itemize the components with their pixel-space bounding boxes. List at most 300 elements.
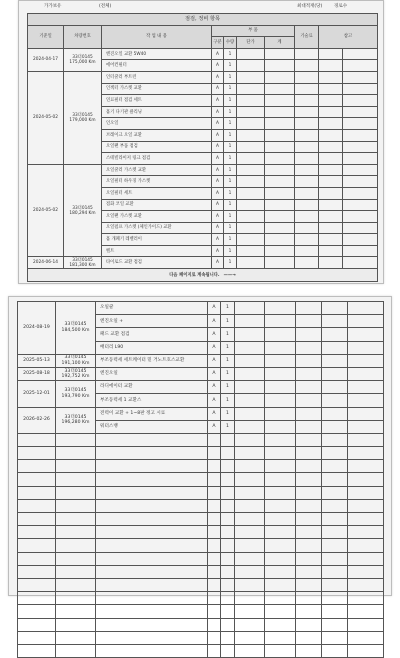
blank-cell xyxy=(221,539,235,552)
labor-cell xyxy=(296,341,322,354)
blank-cell xyxy=(265,644,296,657)
note-cell xyxy=(322,341,348,354)
header-label-right: 최대적재(당) xyxy=(297,4,323,9)
service-date: 2024-05-02 xyxy=(28,71,64,164)
blank-cell xyxy=(96,618,208,631)
unit-price-cell xyxy=(235,420,265,433)
vehicle-plate: 33더0145 xyxy=(72,257,93,263)
col-total: 계 xyxy=(265,37,295,49)
unit-price-cell xyxy=(237,164,265,176)
labor-cell xyxy=(295,234,319,246)
part-type: A xyxy=(212,153,224,165)
blank-cell xyxy=(265,499,296,512)
blank-row xyxy=(18,618,384,631)
labor-cell xyxy=(295,95,319,107)
blank-cell xyxy=(221,578,235,591)
work-item: 벨트 xyxy=(102,245,212,257)
unit-price-cell xyxy=(237,48,265,60)
blank-cell xyxy=(221,499,235,512)
maintenance-table-page-2 xyxy=(17,301,384,658)
blank-cell xyxy=(296,644,322,657)
blank-row xyxy=(18,552,384,565)
labor-cell xyxy=(296,420,322,433)
part-type: A xyxy=(212,234,224,246)
odometer-km: 184,500 Km xyxy=(61,327,90,333)
unit-price-cell xyxy=(235,302,265,315)
part-qty: 1 xyxy=(224,245,237,257)
unit-price-cell xyxy=(237,234,265,246)
vehicle-mileage xyxy=(64,48,102,71)
blank-cell xyxy=(235,618,265,631)
service-date: 2024-08-19 xyxy=(18,302,56,355)
part-type: A xyxy=(212,187,224,199)
blank-cell xyxy=(221,592,235,605)
total-cell xyxy=(265,95,295,107)
note-cell-2 xyxy=(343,164,378,176)
blank-cell xyxy=(96,433,208,446)
blank-cell xyxy=(96,631,208,644)
blank-cell xyxy=(96,605,208,618)
blank-cell xyxy=(296,578,322,591)
labor-cell xyxy=(295,211,319,223)
vehicle-plate: 33더0145 xyxy=(72,112,93,118)
part-type: A xyxy=(212,83,224,95)
part-qty: 1 xyxy=(221,328,235,341)
note-cell xyxy=(319,106,343,118)
part-qty: 1 xyxy=(221,407,235,420)
note-cell xyxy=(319,187,343,199)
blank-cell xyxy=(265,433,296,446)
total-cell xyxy=(265,407,296,420)
total-cell xyxy=(265,328,296,341)
blank-cell xyxy=(348,605,384,618)
blank-row xyxy=(18,592,384,605)
blank-cell xyxy=(96,565,208,578)
note-cell xyxy=(322,381,348,394)
blank-row xyxy=(18,605,384,618)
continue-text: 다음 페이지로 계속됩니다. xyxy=(169,272,220,278)
labor-cell xyxy=(295,106,319,118)
blank-cell xyxy=(235,552,265,565)
part-qty: 1 xyxy=(221,354,235,367)
blank-cell xyxy=(265,526,296,539)
note-cell-2 xyxy=(343,257,378,269)
note-cell-2 xyxy=(343,176,378,188)
blank-cell xyxy=(322,552,348,565)
blank-cell xyxy=(322,565,348,578)
blank-cell xyxy=(18,539,56,552)
service-date: 2025-08-18 xyxy=(18,367,56,380)
blank-cell xyxy=(322,592,348,605)
unit-price-cell xyxy=(237,176,265,188)
odometer-km: 175,000 Km xyxy=(69,59,96,65)
blank-cell xyxy=(18,578,56,591)
blank-cell xyxy=(348,539,384,552)
note-cell xyxy=(319,245,343,257)
blank-cell xyxy=(235,499,265,512)
blank-cell xyxy=(208,433,221,446)
unit-price-cell xyxy=(237,245,265,257)
part-type: A xyxy=(212,211,224,223)
labor-cell xyxy=(295,153,319,165)
unit-price-cell xyxy=(235,394,265,407)
blank-cell xyxy=(322,460,348,473)
total-cell xyxy=(265,315,296,328)
blank-cell xyxy=(18,565,56,578)
blank-cell xyxy=(18,552,56,565)
part-qty: 1 xyxy=(224,83,237,95)
vehicle-mileage xyxy=(64,71,102,164)
work-item: 흡 개폐기 레벨러이 xyxy=(102,234,212,246)
blank-cell xyxy=(235,526,265,539)
service-date: 2024-04-17 xyxy=(28,48,64,71)
blank-cell xyxy=(322,513,348,526)
blank-cell xyxy=(221,631,235,644)
labor-cell xyxy=(295,71,319,83)
labor-cell xyxy=(295,129,319,141)
blank-cell xyxy=(96,473,208,486)
report-page-2 xyxy=(8,296,392,596)
unit-price-cell xyxy=(235,407,265,420)
unit-price-cell xyxy=(237,141,265,153)
part-type: A xyxy=(212,95,224,107)
vehicle-plate: 33더0145 xyxy=(64,414,87,420)
blank-cell xyxy=(348,644,384,657)
part-qty: 1 xyxy=(224,234,237,246)
blank-cell xyxy=(235,447,265,460)
note-cell xyxy=(322,354,348,367)
blank-cell xyxy=(96,539,208,552)
unit-price-cell xyxy=(235,341,265,354)
work-item: 오일쿨 xyxy=(96,302,208,315)
blank-cell xyxy=(221,618,235,631)
blank-cell xyxy=(296,473,322,486)
blank-cell xyxy=(348,460,384,473)
header-label-left: 가가보유 xyxy=(44,4,62,9)
blank-cell xyxy=(221,473,235,486)
odometer-km: 196,280 Km xyxy=(61,420,90,426)
note-cell xyxy=(319,60,343,72)
unit-price-cell xyxy=(237,222,265,234)
work-item: 엔진오일 xyxy=(96,367,208,380)
note-cell xyxy=(322,302,348,315)
total-cell xyxy=(265,302,296,315)
note-cell-2 xyxy=(348,302,384,315)
note-cell xyxy=(319,153,343,165)
continue-arrow: ——→ xyxy=(223,272,236,278)
blank-row xyxy=(18,447,384,460)
vehicle-mileage xyxy=(56,354,96,367)
blank-cell xyxy=(296,460,322,473)
work-item: 연료필터 점검 세트 xyxy=(102,95,212,107)
part-type: A xyxy=(208,407,221,420)
blank-cell xyxy=(221,565,235,578)
blank-cell xyxy=(265,486,296,499)
unit-price-cell xyxy=(235,381,265,394)
labor-cell xyxy=(296,328,322,341)
blank-cell xyxy=(221,526,235,539)
blank-cell xyxy=(322,433,348,446)
blank-cell xyxy=(221,460,235,473)
note-cell xyxy=(319,234,343,246)
unit-price-cell xyxy=(237,60,265,72)
unit-price-cell xyxy=(235,367,265,380)
total-cell xyxy=(265,381,296,394)
part-type: A xyxy=(208,394,221,407)
note-cell-2 xyxy=(348,328,384,341)
part-qty: 1 xyxy=(224,187,237,199)
work-item: 전력이 교환 + 1~8판 정고 시료 xyxy=(96,407,208,420)
blank-cell xyxy=(265,578,296,591)
part-type: A xyxy=(212,129,224,141)
table-row xyxy=(18,302,384,315)
part-type: A xyxy=(208,381,221,394)
blank-cell xyxy=(221,644,235,657)
blank-cell xyxy=(265,447,296,460)
vehicle-plate: 33더0145 xyxy=(64,355,87,361)
blank-cell xyxy=(235,486,265,499)
blank-cell xyxy=(322,473,348,486)
vehicle-plate: 33더0145 xyxy=(72,205,93,211)
total-cell xyxy=(265,367,296,380)
service-date: 2024-06-14 xyxy=(28,257,64,269)
col-labor: 기술료 xyxy=(295,25,319,48)
col-qty: 수량 xyxy=(224,37,237,49)
unit-price-cell xyxy=(237,83,265,95)
blank-cell xyxy=(348,631,384,644)
total-cell xyxy=(265,341,296,354)
unit-price-cell xyxy=(237,129,265,141)
col-parts: 부 품 xyxy=(212,25,295,37)
note-cell-2 xyxy=(348,367,384,380)
unit-price-cell xyxy=(235,354,265,367)
part-type: A xyxy=(212,48,224,60)
vehicle-mileage xyxy=(64,164,102,257)
part-type: A xyxy=(212,245,224,257)
blank-row xyxy=(18,578,384,591)
blank-cell xyxy=(56,605,96,618)
odometer-km: 193,790 Km xyxy=(61,393,90,399)
total-cell xyxy=(265,106,295,118)
col-mileage: 차량번호 xyxy=(64,25,102,48)
blank-cell xyxy=(265,631,296,644)
continue-notice xyxy=(28,269,378,282)
blank-cell xyxy=(96,578,208,591)
blank-cell xyxy=(322,539,348,552)
blank-cell xyxy=(56,539,96,552)
blank-cell xyxy=(322,605,348,618)
blank-row xyxy=(18,499,384,512)
unit-price-cell xyxy=(235,328,265,341)
blank-cell xyxy=(18,433,56,446)
unit-price-cell xyxy=(237,257,265,269)
total-cell xyxy=(265,211,295,223)
blank-cell xyxy=(348,473,384,486)
odometer-km: 191,100 Km xyxy=(61,360,90,366)
unit-price-cell xyxy=(237,153,265,165)
total-cell xyxy=(265,199,295,211)
labor-cell xyxy=(295,245,319,257)
labor-cell xyxy=(296,315,322,328)
blank-cell xyxy=(56,433,96,446)
col-note: 참고 xyxy=(319,25,378,48)
blank-cell xyxy=(56,618,96,631)
work-item: 배터리 L90 xyxy=(96,341,208,354)
header-value-left: (전체) xyxy=(99,4,112,9)
blank-cell xyxy=(296,605,322,618)
work-item: 인터쿨러 부트런 xyxy=(102,71,212,83)
vehicle-mileage xyxy=(64,257,102,269)
blank-cell xyxy=(208,539,221,552)
labor-cell xyxy=(296,367,322,380)
col-date: 기준일 xyxy=(28,25,64,48)
blank-cell xyxy=(235,592,265,605)
note-cell-2 xyxy=(348,420,384,433)
note-cell xyxy=(319,222,343,234)
unit-price-cell xyxy=(237,106,265,118)
total-cell xyxy=(265,245,295,257)
part-qty: 1 xyxy=(224,222,237,234)
note-cell-2 xyxy=(343,245,378,257)
blank-cell xyxy=(235,473,265,486)
blank-cell xyxy=(296,618,322,631)
blank-cell xyxy=(208,447,221,460)
vehicle-plate: 33더0145 xyxy=(64,322,87,328)
blank-cell xyxy=(221,486,235,499)
total-cell xyxy=(265,129,295,141)
labor-cell xyxy=(296,381,322,394)
work-item: 부조동력세 1 교환스 xyxy=(96,394,208,407)
vehicle-plate: 33더0145 xyxy=(64,388,87,394)
work-item: 스테빌라이저 링크 점검 xyxy=(102,153,212,165)
blank-row xyxy=(18,513,384,526)
blank-cell xyxy=(56,499,96,512)
part-qty: 1 xyxy=(221,315,235,328)
continue-row xyxy=(28,269,378,282)
blank-cell xyxy=(348,499,384,512)
work-item: 워터스뱅 xyxy=(96,420,208,433)
note-cell xyxy=(319,118,343,130)
part-qty: 1 xyxy=(221,302,235,315)
blank-cell xyxy=(56,526,96,539)
blank-cell xyxy=(56,552,96,565)
labor-cell xyxy=(295,199,319,211)
blank-row xyxy=(18,526,384,539)
note-cell-2 xyxy=(348,315,384,328)
part-qty: 1 xyxy=(224,257,237,269)
blank-cell xyxy=(18,605,56,618)
work-item: 인젝터 가스켓 교환 xyxy=(102,83,212,95)
blank-cell xyxy=(322,578,348,591)
note-cell xyxy=(322,394,348,407)
part-type: A xyxy=(212,257,224,269)
note-cell xyxy=(322,328,348,341)
note-cell-2 xyxy=(348,354,384,367)
blank-cell xyxy=(18,631,56,644)
table-title: 점검, 정비 항목 xyxy=(28,14,378,26)
blank-cell xyxy=(221,447,235,460)
part-qty: 1 xyxy=(224,176,237,188)
table-row xyxy=(28,71,378,83)
total-cell xyxy=(265,83,295,95)
blank-cell xyxy=(265,513,296,526)
blank-cell xyxy=(221,513,235,526)
blank-cell xyxy=(221,605,235,618)
labor-cell xyxy=(295,187,319,199)
unit-price-cell xyxy=(235,315,265,328)
blank-cell xyxy=(18,618,56,631)
note-cell xyxy=(322,420,348,433)
part-qty: 1 xyxy=(224,60,237,72)
blank-cell xyxy=(221,552,235,565)
blank-cell xyxy=(322,618,348,631)
maintenance-table-page-1 xyxy=(27,13,378,282)
blank-cell xyxy=(208,486,221,499)
table-row xyxy=(18,354,384,367)
blank-row xyxy=(18,644,384,657)
table-row xyxy=(28,48,378,60)
labor-cell xyxy=(295,257,319,269)
table-row xyxy=(28,257,378,269)
part-type: A xyxy=(212,118,224,130)
total-cell xyxy=(265,222,295,234)
header-value-right: 경로수 xyxy=(334,4,348,9)
blank-cell xyxy=(208,526,221,539)
part-qty: 1 xyxy=(224,106,237,118)
blank-cell xyxy=(265,460,296,473)
note-cell xyxy=(319,164,343,176)
work-item: 인오일 xyxy=(102,118,212,130)
table-row xyxy=(18,381,384,394)
blank-cell xyxy=(296,499,322,512)
total-cell xyxy=(265,187,295,199)
col-type: 구분 xyxy=(212,37,224,49)
table-row xyxy=(18,407,384,420)
labor-cell xyxy=(295,222,319,234)
odometer-km: 181,300 Km xyxy=(69,262,96,268)
note-cell-2 xyxy=(343,153,378,165)
work-item: 엔진오일 교환 5W40 xyxy=(102,48,212,60)
part-qty: 1 xyxy=(224,164,237,176)
service-date: 2024-05-02 xyxy=(28,164,64,257)
vehicle-mileage xyxy=(56,302,96,355)
labor-cell xyxy=(295,60,319,72)
blank-cell xyxy=(96,447,208,460)
part-qty: 1 xyxy=(224,153,237,165)
page-header xyxy=(19,1,383,11)
part-type: A xyxy=(208,420,221,433)
blank-cell xyxy=(265,565,296,578)
service-date: 2026-02-26 xyxy=(18,407,56,433)
work-item: 오일펌프 가스켓 (체인가이드) 교환 xyxy=(102,222,212,234)
note-cell-2 xyxy=(343,95,378,107)
labor-cell xyxy=(295,48,319,60)
note-cell-2 xyxy=(343,199,378,211)
odometer-km: 180,294 Km xyxy=(69,210,96,216)
blank-cell xyxy=(322,499,348,512)
work-item: 오일쿨러 가스켓 교환 xyxy=(102,164,212,176)
blank-cell xyxy=(56,447,96,460)
part-qty: 1 xyxy=(224,48,237,60)
blank-cell xyxy=(208,565,221,578)
work-item: 오일팬 부품 점검 xyxy=(102,141,212,153)
note-cell xyxy=(319,257,343,269)
part-qty: 1 xyxy=(221,394,235,407)
note-cell xyxy=(319,199,343,211)
part-type: A xyxy=(208,354,221,367)
blank-cell xyxy=(235,513,265,526)
blank-cell xyxy=(348,565,384,578)
